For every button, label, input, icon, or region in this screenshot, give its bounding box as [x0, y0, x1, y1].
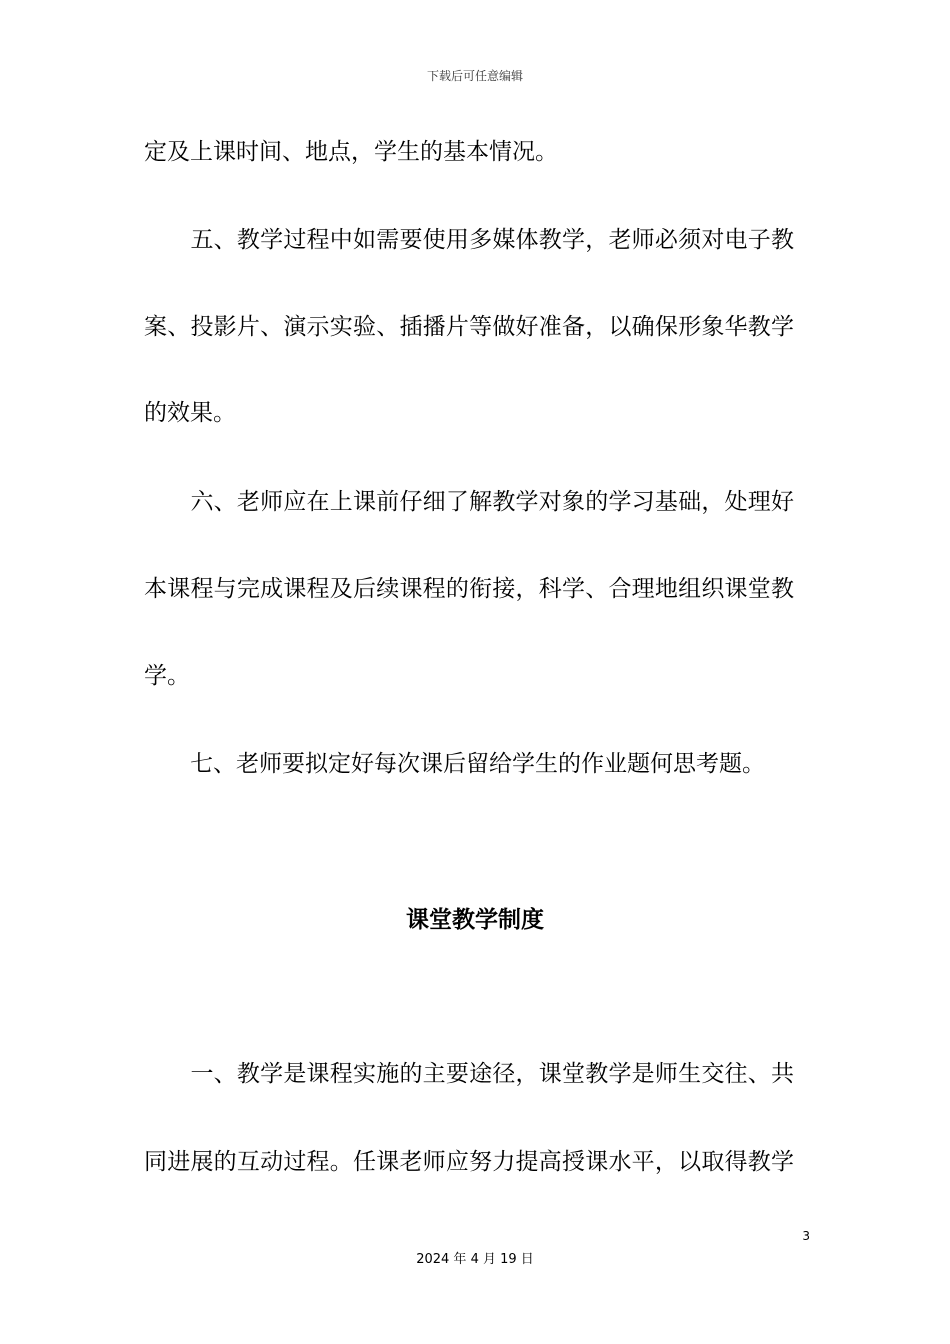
- paragraph-line: 定及上课时间、地点，学生的基本情况。: [144, 139, 558, 165]
- page-number: 3: [802, 1229, 810, 1243]
- section-title: 课堂教学制度: [406, 907, 544, 933]
- paragraph-line: 一、教学是课程实施的主要途径，课堂教学是师生交往、共: [144, 1061, 794, 1087]
- header-note: 下载后可任意编辑: [426, 69, 523, 83]
- paragraph-line: 五、教学过程中如需要使用多媒体教学，老师必须对电子教: [144, 227, 794, 253]
- footer-date: 2024 年 4 月 19 日: [416, 1252, 534, 1267]
- paragraph-line: 案、投影片、演示实验、插播片等做好准备，以确保形象华教学: [144, 314, 794, 340]
- paragraph-line: 七、老师要拟定好每次课后留给学生的作业题何思考题。: [144, 751, 765, 777]
- paragraph-line: 本课程与完成课程及后续课程的衔接，科学、合理地组织课堂教: [144, 576, 794, 602]
- paragraph-line: 同进展的互动过程。任课老师应努力提高授课水平，以取得教学: [144, 1149, 794, 1175]
- paragraph-line: 的效果。: [144, 400, 236, 426]
- paragraph-line: 学。: [144, 663, 190, 689]
- paragraph-line: 六、老师应在上课前仔细了解教学对象的学习基础，处理好: [144, 489, 794, 515]
